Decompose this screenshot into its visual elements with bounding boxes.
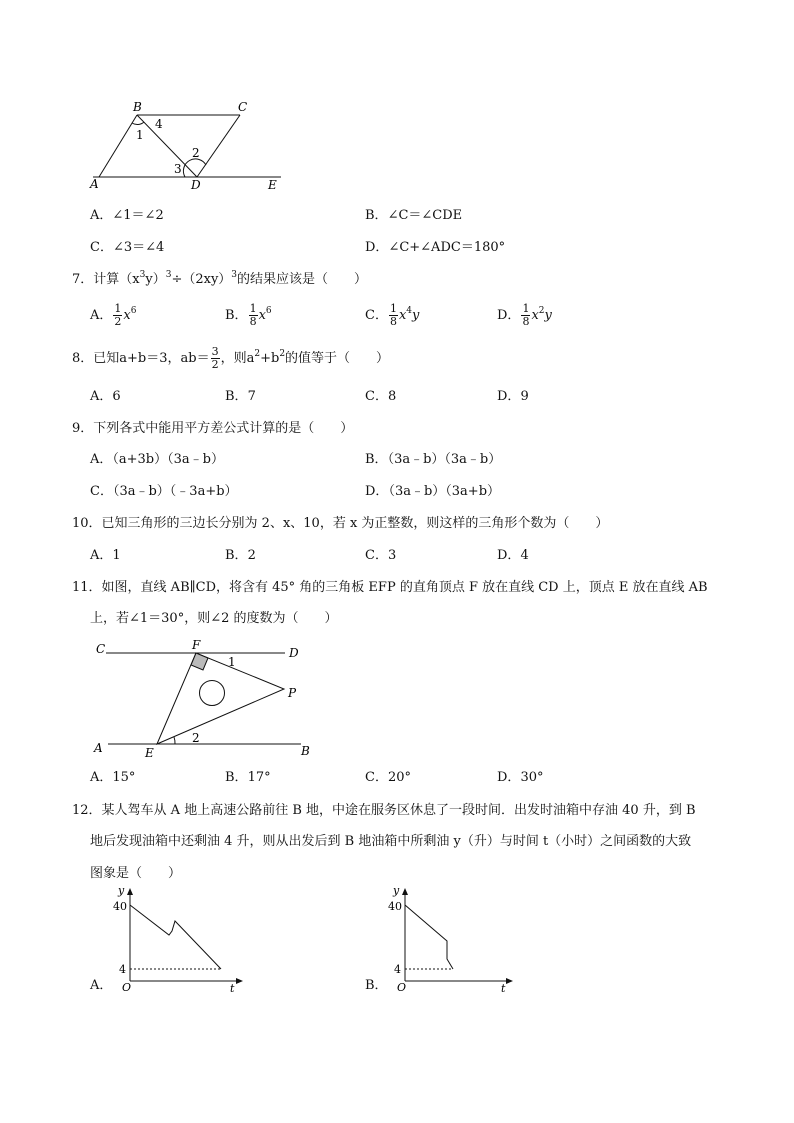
stem-part: 已知a+b＝3，ab＝ bbox=[93, 351, 210, 366]
q10-option-a[interactable] bbox=[90, 547, 121, 565]
question-number: 8． bbox=[72, 351, 94, 366]
right-angle-marker bbox=[191, 653, 208, 670]
label-b: B bbox=[133, 100, 142, 114]
diagonal-bd bbox=[137, 115, 197, 177]
option-letter: A． bbox=[90, 308, 113, 323]
option-letter: C． bbox=[90, 484, 113, 499]
triangle-hole bbox=[200, 681, 225, 706]
option-letter: D． bbox=[497, 770, 521, 785]
label-c: C bbox=[238, 100, 248, 114]
label-p: P bbox=[288, 686, 297, 700]
exponent: 2 bbox=[538, 306, 545, 316]
option-text: 17° bbox=[247, 770, 271, 785]
q8-stem bbox=[72, 346, 389, 371]
stem-part: ，则a bbox=[220, 351, 255, 366]
variable: y bbox=[544, 308, 552, 323]
option-text: 1 bbox=[112, 548, 121, 563]
exponent: 2 bbox=[279, 349, 286, 359]
q11-stem-line2: 上，若∠1＝30°，则∠2 的度数为（ ） bbox=[90, 611, 338, 626]
variable: x bbox=[123, 308, 131, 323]
fuel-curve bbox=[405, 905, 453, 969]
tick-4: 4 bbox=[394, 963, 401, 976]
option-text: 9 bbox=[520, 389, 529, 404]
angle-label-2: 2 bbox=[192, 731, 200, 745]
option-text: ∠C＝∠CDE bbox=[387, 208, 463, 223]
fuel-curve bbox=[130, 905, 221, 969]
y-axis-label: y bbox=[393, 885, 400, 897]
option-letter: C． bbox=[90, 240, 113, 255]
q9-option-b[interactable] bbox=[365, 451, 501, 469]
q9-option-c[interactable] bbox=[90, 483, 238, 501]
exponent: 6 bbox=[265, 306, 272, 316]
q12-option-b-letter[interactable]: B． bbox=[365, 978, 388, 993]
origin-label: O bbox=[397, 981, 407, 994]
x-axis-label: t bbox=[501, 982, 506, 995]
label-d: D bbox=[191, 178, 201, 192]
option-letter: D． bbox=[497, 548, 521, 563]
option-text: 8 bbox=[387, 389, 397, 404]
option-text: （3a﹣b）（3a+b） bbox=[388, 484, 501, 499]
label-d: D bbox=[289, 646, 299, 660]
exponent: 2 bbox=[254, 349, 261, 359]
stem-part: 的结果应该是（ ） bbox=[237, 272, 368, 287]
q12-stem-line1: 12．某人驾车从 A 地上高速公路前往 B 地，中途在服务区休息了一段时间．出发时油箱中存油 40 升，到 B bbox=[72, 803, 696, 818]
q6-option-a[interactable] bbox=[90, 207, 164, 225]
option-letter: A． bbox=[90, 389, 113, 404]
angle-label-4: 4 bbox=[155, 117, 163, 131]
variable: x bbox=[398, 308, 407, 323]
option-letter: D． bbox=[365, 240, 389, 255]
q8-option-c[interactable] bbox=[365, 388, 396, 406]
q7-option-b[interactable] bbox=[225, 303, 272, 328]
exponent: 4 bbox=[406, 306, 413, 316]
q10-stem: 10．已知三角形的三边长分别为 2、x、10，若 x 为正整数，则这样的三角形个数为（ ） bbox=[72, 516, 609, 531]
option-letter: D． bbox=[497, 308, 521, 323]
side-cd bbox=[197, 115, 240, 177]
x-axis-arrow bbox=[506, 978, 513, 984]
fraction: $\frac{1}{2}$ bbox=[114, 302, 122, 328]
label-e: E bbox=[268, 178, 277, 192]
label-c: C bbox=[96, 642, 106, 656]
option-text: ∠3＝∠4 bbox=[112, 240, 165, 255]
option-letter: A． bbox=[90, 452, 113, 467]
option-letter: B． bbox=[225, 548, 248, 563]
option-letter: D． bbox=[365, 484, 389, 499]
option-text: 15° bbox=[112, 770, 136, 785]
q9-option-d[interactable] bbox=[365, 483, 500, 501]
option-letter: C． bbox=[365, 389, 388, 404]
stem-part: ÷（2xy） bbox=[171, 272, 232, 287]
option-text: 20° bbox=[387, 770, 411, 785]
q7-option-a[interactable] bbox=[90, 303, 136, 328]
q7-option-c[interactable] bbox=[365, 303, 419, 328]
variable: y bbox=[412, 308, 420, 323]
variable: x bbox=[531, 308, 539, 323]
q6-option-d[interactable] bbox=[365, 239, 505, 257]
q7-stem bbox=[72, 271, 367, 289]
option-text: （3a﹣b）（﹣3a+b） bbox=[112, 484, 238, 499]
fraction: $\frac{1}{8}$ bbox=[389, 302, 397, 328]
option-text: 7 bbox=[247, 389, 256, 404]
option-letter: C． bbox=[365, 770, 388, 785]
q12-stem-line3: 图象是（ ） bbox=[90, 866, 182, 881]
angle-label-1: 1 bbox=[228, 655, 236, 669]
tick-4: 4 bbox=[119, 963, 126, 976]
label-b: B bbox=[301, 744, 310, 758]
option-letter: A． bbox=[90, 770, 113, 785]
variable: x bbox=[258, 308, 266, 323]
label-a: A bbox=[94, 741, 103, 755]
q8-option-a[interactable] bbox=[90, 388, 121, 406]
option-letter: A． bbox=[90, 548, 113, 563]
q10-option-c[interactable] bbox=[365, 547, 396, 565]
option-text: ∠C+∠ADC＝180° bbox=[388, 240, 506, 255]
label-e: E bbox=[145, 746, 154, 760]
q6-figure bbox=[85, 98, 295, 194]
option-text: 2 bbox=[247, 548, 256, 563]
q11-option-b[interactable] bbox=[225, 769, 271, 787]
x-axis-label: t bbox=[230, 982, 235, 995]
q8-option-d[interactable] bbox=[497, 388, 529, 406]
triangle-efp bbox=[157, 653, 284, 744]
q8-option-b[interactable] bbox=[225, 388, 256, 406]
exponent: 3 bbox=[139, 270, 146, 280]
x-axis-arrow bbox=[236, 978, 243, 984]
option-letter: C． bbox=[365, 308, 388, 323]
y-axis-label: y bbox=[118, 885, 125, 897]
angle-label-1: 1 bbox=[136, 128, 144, 142]
q12-stem-line2: 地后发现油箱中还剩油 4 升，则从出发后到 B 地油箱中所剩油 y（升）与时间 t（小时）之间函数的大致 bbox=[90, 834, 692, 849]
label-f: F bbox=[192, 638, 201, 652]
y-axis-arrow bbox=[402, 888, 408, 895]
fraction: $\frac{1}{8}$ bbox=[522, 302, 530, 328]
option-text: ∠1＝∠2 bbox=[112, 208, 164, 223]
q12-graph-b[interactable] bbox=[385, 885, 520, 995]
tick-40: 40 bbox=[388, 900, 402, 913]
option-text: 30° bbox=[520, 770, 544, 785]
tick-40: 40 bbox=[113, 900, 127, 913]
option-letter: B． bbox=[225, 308, 248, 323]
option-letter: B． bbox=[365, 452, 388, 467]
stem-part: y） bbox=[145, 272, 166, 287]
option-text: （3a﹣b）（3a﹣b） bbox=[387, 452, 502, 467]
origin-label: O bbox=[122, 981, 132, 994]
exponent: 3 bbox=[231, 270, 238, 280]
option-letter: B． bbox=[365, 208, 388, 223]
option-letter: B． bbox=[225, 770, 248, 785]
stem-part: +b bbox=[260, 351, 280, 366]
exponent: 3 bbox=[165, 270, 172, 280]
q11-stem-line1: 11．如图，直线 AB∥CD，将含有 45° 角的三角板 EFP 的直角顶点 F 放在直线 CD 上，顶点 E 放在直线 AB bbox=[72, 580, 708, 595]
option-letter: D． bbox=[497, 389, 521, 404]
fraction: $\frac{1}{8}$ bbox=[249, 302, 257, 328]
label-a: A bbox=[90, 177, 99, 191]
q9-option-a[interactable] bbox=[90, 451, 224, 469]
angle-arc-2 bbox=[174, 737, 175, 744]
option-text: 3 bbox=[387, 548, 397, 563]
side-ab bbox=[99, 115, 137, 177]
fraction: $\frac{3}{2}$ bbox=[211, 345, 219, 371]
question-number: 7． bbox=[72, 272, 94, 287]
q11-option-d[interactable] bbox=[497, 769, 543, 787]
q11-figure bbox=[88, 636, 318, 762]
option-text: （a+3b）（3a﹣b） bbox=[112, 452, 224, 467]
q9-stem: 9．下列各式中能用平方差公式计算的是（ ） bbox=[72, 421, 354, 436]
option-text: 4 bbox=[520, 548, 529, 563]
y-axis-arrow bbox=[127, 888, 133, 895]
option-letter: A． bbox=[90, 208, 113, 223]
stem-part: 计算（x bbox=[93, 272, 140, 287]
stem-part: 的值等于（ ） bbox=[285, 351, 390, 366]
q6-option-b[interactable] bbox=[365, 207, 462, 225]
q11-option-c[interactable] bbox=[365, 769, 411, 787]
q10-option-d[interactable] bbox=[497, 547, 529, 565]
option-letter: C． bbox=[365, 548, 388, 563]
option-letter: B． bbox=[225, 389, 248, 404]
q6-option-c[interactable] bbox=[90, 239, 164, 257]
q7-option-d[interactable] bbox=[497, 303, 552, 328]
q12-graph-a[interactable] bbox=[110, 885, 245, 995]
angle-label-2: 2 bbox=[192, 146, 200, 160]
exponent: 6 bbox=[130, 306, 137, 316]
angle-label-3: 3 bbox=[174, 162, 182, 176]
q11-option-a[interactable] bbox=[90, 769, 135, 787]
q12-option-a-letter[interactable]: A． bbox=[90, 978, 113, 993]
q10-option-b[interactable] bbox=[225, 547, 256, 565]
angle-arc-b bbox=[132, 122, 144, 125]
option-text: 6 bbox=[112, 389, 121, 404]
